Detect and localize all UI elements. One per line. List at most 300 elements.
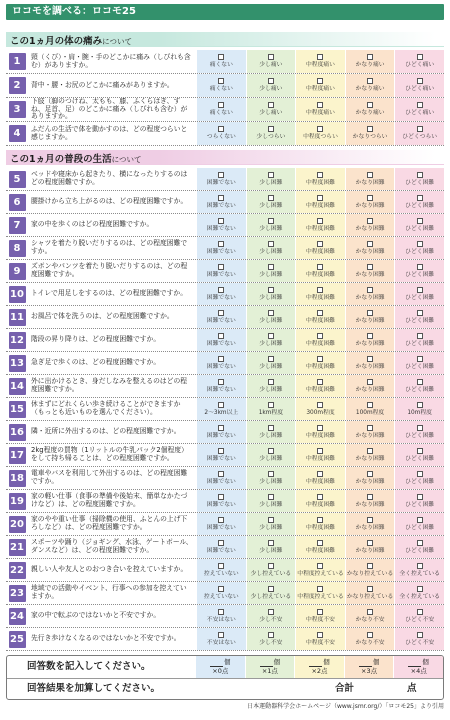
checkbox-icon[interactable] (367, 563, 373, 569)
checkbox-icon[interactable] (317, 287, 323, 293)
answer-option[interactable] (345, 50, 395, 73)
checkbox-icon[interactable] (367, 264, 373, 270)
answer-option[interactable] (196, 467, 246, 489)
answer-option[interactable] (394, 352, 444, 374)
checkbox-icon[interactable] (317, 310, 323, 316)
answer-option[interactable] (246, 559, 296, 581)
checkbox-icon[interactable] (417, 609, 423, 615)
checkbox-icon[interactable] (268, 379, 274, 385)
checkbox-icon[interactable] (268, 632, 274, 638)
answer-option-label: 少し困難 (259, 455, 283, 462)
checkbox-icon[interactable] (417, 632, 423, 638)
checkbox-icon[interactable] (218, 218, 224, 224)
answer-option[interactable] (345, 122, 395, 145)
checkbox-icon[interactable] (218, 471, 224, 477)
answer-option[interactable] (394, 214, 444, 236)
answer-option[interactable] (246, 74, 296, 97)
question-number-badge: 8 (9, 240, 26, 257)
answer-option[interactable] (394, 444, 444, 466)
checkbox-icon[interactable] (317, 402, 323, 408)
answer-option[interactable] (246, 398, 296, 420)
checkbox-icon[interactable] (417, 379, 423, 385)
answer-option-label: 中程度痛い (305, 86, 335, 93)
answer-option[interactable] (246, 306, 296, 328)
checkbox-icon[interactable] (317, 540, 323, 546)
checkbox-icon[interactable] (317, 126, 323, 132)
checkbox-icon[interactable] (417, 356, 423, 362)
answer-option[interactable] (394, 260, 444, 282)
checkbox-icon[interactable] (317, 241, 323, 247)
checkbox-icon[interactable] (268, 402, 274, 408)
checkbox-icon[interactable] (218, 379, 224, 385)
answer-option[interactable] (246, 191, 296, 213)
checkbox-icon[interactable] (367, 195, 373, 201)
checkbox-icon[interactable] (367, 540, 373, 546)
answer-option[interactable] (345, 513, 395, 535)
answer-option[interactable] (394, 582, 444, 604)
checkbox-icon[interactable] (417, 448, 423, 454)
checkbox-icon[interactable] (268, 54, 274, 60)
checkbox-icon[interactable] (417, 471, 423, 477)
question-number-cell (6, 421, 28, 443)
answer-option[interactable] (295, 375, 345, 397)
checkbox-icon[interactable] (268, 172, 274, 178)
answer-option[interactable] (196, 559, 246, 581)
answer-option[interactable] (394, 237, 444, 259)
checkbox-icon[interactable] (268, 102, 274, 108)
checkbox-icon[interactable] (367, 448, 373, 454)
answer-option[interactable] (246, 421, 296, 443)
answer-option[interactable] (196, 352, 246, 374)
answer-option[interactable] (246, 628, 296, 650)
answer-option[interactable] (345, 98, 395, 121)
question-row-20 (6, 513, 444, 536)
checkbox-icon[interactable] (367, 218, 373, 224)
answer-option[interactable] (246, 582, 296, 604)
answer-option[interactable] (295, 421, 345, 443)
answer-option-label: ひどく困難 (405, 363, 435, 370)
checkbox-icon[interactable] (417, 241, 423, 247)
answer-option[interactable] (246, 98, 296, 121)
checkbox-icon[interactable] (367, 356, 373, 362)
answer-option[interactable] (345, 536, 395, 558)
checkbox-icon[interactable] (417, 264, 423, 270)
answer-option[interactable] (345, 283, 395, 305)
answer-option[interactable] (345, 74, 395, 97)
answer-option[interactable] (394, 559, 444, 581)
question-row-22 (6, 559, 444, 582)
answer-option[interactable] (345, 352, 395, 374)
answer-option[interactable] (246, 375, 296, 397)
answer-option[interactable] (196, 628, 246, 650)
checkbox-icon[interactable] (218, 102, 224, 108)
checkbox-icon[interactable] (367, 310, 373, 316)
answer-option[interactable] (295, 490, 345, 512)
checkbox-icon[interactable] (317, 586, 323, 592)
checkbox-icon[interactable] (268, 471, 274, 477)
checkbox-icon[interactable] (218, 425, 224, 431)
answer-option-label: 痛くない (209, 62, 233, 69)
answer-option[interactable] (394, 375, 444, 397)
checkbox-icon[interactable] (218, 494, 224, 500)
checkbox-icon[interactable] (218, 78, 224, 84)
section-title: この1ヵ月の普段の生活 (10, 154, 112, 165)
answer-option[interactable] (345, 214, 395, 236)
question-row-4 (6, 122, 444, 146)
checkbox-icon[interactable] (218, 310, 224, 316)
checkbox-icon[interactable] (317, 102, 323, 108)
checkbox-icon[interactable] (367, 609, 373, 615)
answer-option-label: かなり困難 (355, 386, 385, 393)
answer-option[interactable] (196, 329, 246, 351)
answer-option-label: かなり困難 (355, 225, 385, 232)
answer-option[interactable] (196, 582, 246, 604)
answer-option[interactable] (394, 628, 444, 650)
answer-option[interactable] (345, 490, 395, 512)
question-number-cell (6, 168, 28, 190)
answer-option-label: 中程度困難 (305, 432, 335, 439)
checkbox-icon[interactable] (268, 195, 274, 201)
checkbox-icon[interactable] (417, 563, 423, 569)
answer-option[interactable] (345, 260, 395, 282)
checkbox-icon[interactable] (218, 540, 224, 546)
checkbox-icon[interactable] (218, 586, 224, 592)
question-number-badge: 15 (9, 401, 26, 418)
checkbox-icon[interactable] (317, 195, 323, 201)
answer-option[interactable] (196, 191, 246, 213)
checkbox-icon[interactable] (417, 172, 423, 178)
answer-option[interactable] (196, 536, 246, 558)
checkbox-icon[interactable] (317, 333, 323, 339)
answer-option[interactable] (196, 74, 246, 97)
checkbox-icon[interactable] (268, 356, 274, 362)
answer-option[interactable] (394, 122, 444, 145)
answer-option[interactable] (246, 122, 296, 145)
checkbox-icon[interactable] (317, 563, 323, 569)
question-number-cell (6, 74, 28, 97)
checkbox-icon[interactable] (268, 517, 274, 523)
checkbox-icon[interactable] (367, 402, 373, 408)
checkbox-icon[interactable] (417, 126, 423, 132)
answer-option[interactable] (394, 306, 444, 328)
question-row-21 (6, 536, 444, 559)
checkbox-icon[interactable] (268, 448, 274, 454)
checkbox-icon[interactable] (218, 402, 224, 408)
checkbox-icon[interactable] (218, 333, 224, 339)
answer-option[interactable] (345, 168, 395, 190)
answer-option[interactable] (196, 214, 246, 236)
checkbox-icon[interactable] (367, 471, 373, 477)
question-text: 2kg程度の買物（1リットルの牛乳パック2個程度）をして持ち帰ることは、どの程度困難ですか。 (31, 446, 188, 462)
question-row-10 (6, 283, 444, 306)
answer-option[interactable] (295, 444, 345, 466)
answer-option[interactable] (246, 536, 296, 558)
answer-option[interactable] (394, 74, 444, 97)
answer-option[interactable] (295, 559, 345, 581)
answer-option[interactable] (196, 168, 246, 190)
checkbox-icon[interactable] (268, 287, 274, 293)
checkbox-icon[interactable] (218, 609, 224, 615)
answer-option[interactable] (345, 237, 395, 259)
answer-option[interactable] (394, 490, 444, 512)
answer-option[interactable] (246, 444, 296, 466)
answer-option[interactable] (196, 605, 246, 627)
answer-option-label: かなり困難 (355, 432, 385, 439)
answer-option-label: 1km程度 (258, 409, 284, 416)
checkbox-icon[interactable] (268, 494, 274, 500)
answer-option-label: 少し困難 (259, 478, 283, 485)
checkbox-icon[interactable] (268, 310, 274, 316)
answer-option[interactable] (246, 237, 296, 259)
checkbox-icon[interactable] (367, 78, 373, 84)
checkbox-icon[interactable] (367, 172, 373, 178)
count-entry (260, 659, 281, 667)
answer-option[interactable] (345, 628, 395, 650)
answer-option[interactable] (246, 352, 296, 374)
answer-option[interactable] (345, 559, 395, 581)
answer-option[interactable] (196, 398, 246, 420)
checkbox-icon[interactable] (417, 218, 423, 224)
answer-option[interactable] (196, 421, 246, 443)
answer-option[interactable] (295, 74, 345, 97)
checkbox-icon[interactable] (367, 102, 373, 108)
question-number-badge: 6 (9, 194, 26, 211)
answer-option[interactable] (345, 375, 395, 397)
answer-option[interactable] (295, 306, 345, 328)
checkbox-icon[interactable] (417, 517, 423, 523)
section-header-daily-life (6, 150, 444, 165)
checkbox-icon[interactable] (367, 425, 373, 431)
answer-option-label: つらくない (206, 134, 236, 141)
answer-option[interactable] (295, 536, 345, 558)
checkbox-icon[interactable] (268, 563, 274, 569)
answer-option[interactable] (295, 122, 345, 145)
answer-option[interactable] (196, 444, 246, 466)
question-text: 親しい人や友人とのおつき合いを控えていますか。 (31, 565, 188, 574)
answer-option[interactable] (295, 98, 345, 121)
question-text: 電車やバスを利用して外出するのは、どの程度困難ですか。 (31, 469, 188, 485)
answer-option-label: 中程度困難 (305, 248, 335, 255)
answer-option[interactable] (295, 605, 345, 627)
answer-option[interactable] (295, 237, 345, 259)
answer-option[interactable] (246, 513, 296, 535)
answer-option-label: 少し困難 (259, 225, 283, 232)
answer-option[interactable] (295, 50, 345, 73)
checkbox-icon[interactable] (317, 218, 323, 224)
checkbox-icon[interactable] (417, 425, 423, 431)
checkbox-icon[interactable] (218, 517, 224, 523)
answer-option[interactable] (246, 490, 296, 512)
answer-option[interactable] (394, 605, 444, 627)
answer-option[interactable] (246, 329, 296, 351)
answer-option[interactable] (345, 605, 395, 627)
answer-option[interactable] (394, 98, 444, 121)
answer-option[interactable] (345, 421, 395, 443)
checkbox-icon[interactable] (367, 586, 373, 592)
answer-option[interactable] (394, 421, 444, 443)
answer-option-label: 中程度困難 (305, 202, 335, 209)
answer-option[interactable] (196, 490, 246, 512)
answer-option-label: 少し痛い (259, 86, 283, 93)
answer-option-label: 中程度不安 (305, 639, 335, 646)
answer-option[interactable] (295, 467, 345, 489)
checkbox-icon[interactable] (218, 264, 224, 270)
answer-option-label: 痛くない (209, 86, 233, 93)
answer-option-label: 困難でない (206, 501, 236, 508)
checkbox-icon[interactable] (218, 448, 224, 454)
answer-option[interactable] (345, 329, 395, 351)
checkbox-icon[interactable] (268, 609, 274, 615)
checkbox-icon[interactable] (367, 287, 373, 293)
answer-option[interactable] (196, 306, 246, 328)
checkbox-icon[interactable] (417, 402, 423, 408)
answer-option[interactable] (246, 467, 296, 489)
answer-option[interactable] (394, 168, 444, 190)
answer-option[interactable] (295, 398, 345, 420)
checkbox-icon[interactable] (367, 54, 373, 60)
checkbox-icon[interactable] (317, 471, 323, 477)
checkbox-icon[interactable] (218, 172, 224, 178)
checkbox-icon[interactable] (367, 494, 373, 500)
answer-option-label: 少し困難 (259, 317, 283, 324)
answer-option[interactable] (246, 283, 296, 305)
answer-option[interactable] (196, 513, 246, 535)
answer-option[interactable] (246, 50, 296, 73)
checkbox-icon[interactable] (317, 448, 323, 454)
answer-option[interactable] (196, 98, 246, 121)
answer-option[interactable] (196, 283, 246, 305)
answer-option-label: かなり困難 (355, 271, 385, 278)
checkbox-icon[interactable] (268, 264, 274, 270)
checkbox-icon[interactable] (218, 632, 224, 638)
checkbox-icon[interactable] (218, 54, 224, 60)
answer-option-label: かなり困難 (355, 363, 385, 370)
checkbox-icon[interactable] (268, 333, 274, 339)
answer-option[interactable] (295, 628, 345, 650)
answer-option[interactable] (196, 375, 246, 397)
checkbox-icon[interactable] (417, 333, 423, 339)
checkbox-icon[interactable] (417, 494, 423, 500)
answer-option[interactable] (295, 214, 345, 236)
checkbox-icon[interactable] (317, 54, 323, 60)
answer-option[interactable] (345, 582, 395, 604)
checkbox-icon[interactable] (417, 287, 423, 293)
checkbox-icon[interactable] (317, 609, 323, 615)
checkbox-icon[interactable] (317, 517, 323, 523)
checkbox-icon[interactable] (317, 425, 323, 431)
answer-option-label: 中程度困難 (305, 524, 335, 531)
checkbox-icon[interactable] (367, 379, 373, 385)
answer-option-label: ひどく困難 (405, 294, 435, 301)
answer-option[interactable] (295, 329, 345, 351)
answer-option[interactable] (295, 582, 345, 604)
answer-option[interactable] (246, 214, 296, 236)
checkbox-icon[interactable] (268, 218, 274, 224)
answer-option[interactable] (196, 260, 246, 282)
checkbox-icon[interactable] (367, 632, 373, 638)
checkbox-icon[interactable] (218, 563, 224, 569)
checkbox-icon[interactable] (417, 310, 423, 316)
checkbox-icon[interactable] (218, 287, 224, 293)
total-input[interactable] (361, 682, 401, 696)
answer-option[interactable] (394, 467, 444, 489)
answer-option[interactable] (295, 260, 345, 282)
checkbox-icon[interactable] (367, 126, 373, 132)
answer-option[interactable] (295, 513, 345, 535)
checkbox-icon[interactable] (367, 333, 373, 339)
question-number-badge: 11 (9, 309, 26, 326)
answer-option[interactable] (345, 306, 395, 328)
checkbox-icon[interactable] (417, 540, 423, 546)
answer-option[interactable] (295, 283, 345, 305)
checkbox-icon[interactable] (367, 241, 373, 247)
checkbox-icon[interactable] (218, 126, 224, 132)
answer-option[interactable] (345, 467, 395, 489)
answer-option[interactable] (196, 122, 246, 145)
checkbox-icon[interactable] (417, 102, 423, 108)
checkbox-icon[interactable] (268, 586, 274, 592)
answer-option[interactable] (196, 237, 246, 259)
question-number-cell (6, 513, 28, 535)
answer-option-label: ひどくつらい (402, 134, 438, 141)
answer-option[interactable] (246, 168, 296, 190)
question-number-badge: 17 (9, 447, 26, 464)
checkbox-icon[interactable] (268, 425, 274, 431)
checkbox-icon[interactable] (417, 78, 423, 84)
checkbox-icon[interactable] (218, 241, 224, 247)
checkbox-icon[interactable] (367, 517, 373, 523)
question-text: 階段の昇り降りは、どの程度困難ですか。 (31, 335, 161, 344)
checkbox-icon[interactable] (317, 78, 323, 84)
checkbox-icon[interactable] (268, 540, 274, 546)
checkbox-icon[interactable] (218, 356, 224, 362)
answer-option[interactable] (394, 50, 444, 73)
checkbox-icon[interactable] (268, 126, 274, 132)
answer-option-label: 少し困難 (259, 524, 283, 531)
checkbox-icon[interactable] (268, 241, 274, 247)
checkbox-icon[interactable] (417, 54, 423, 60)
checkbox-icon[interactable] (317, 379, 323, 385)
checkbox-icon[interactable] (317, 172, 323, 178)
answer-option[interactable] (394, 513, 444, 535)
answer-option[interactable] (394, 283, 444, 305)
answer-option-label: かなり控えている (346, 593, 394, 600)
answer-option[interactable] (246, 605, 296, 627)
checkbox-icon[interactable] (218, 195, 224, 201)
answer-option[interactable] (345, 191, 395, 213)
answer-option[interactable] (246, 260, 296, 282)
checkbox-icon[interactable] (317, 494, 323, 500)
answer-option[interactable] (394, 329, 444, 351)
answer-option[interactable] (295, 168, 345, 190)
answer-option[interactable] (295, 352, 345, 374)
checkbox-icon[interactable] (417, 586, 423, 592)
checkbox-icon[interactable] (317, 632, 323, 638)
checkbox-icon[interactable] (317, 264, 323, 270)
checkbox-icon[interactable] (268, 78, 274, 84)
checkbox-icon[interactable] (317, 356, 323, 362)
answer-option[interactable] (394, 536, 444, 558)
answer-option[interactable] (394, 191, 444, 213)
answer-option[interactable] (295, 191, 345, 213)
answer-option[interactable] (196, 50, 246, 73)
answer-option[interactable] (345, 444, 395, 466)
answer-option[interactable] (345, 398, 395, 420)
answer-option-label: 困難でない (206, 386, 236, 393)
count-cell-0pt (195, 656, 245, 678)
answer-option[interactable] (394, 398, 444, 420)
checkbox-icon[interactable] (417, 195, 423, 201)
